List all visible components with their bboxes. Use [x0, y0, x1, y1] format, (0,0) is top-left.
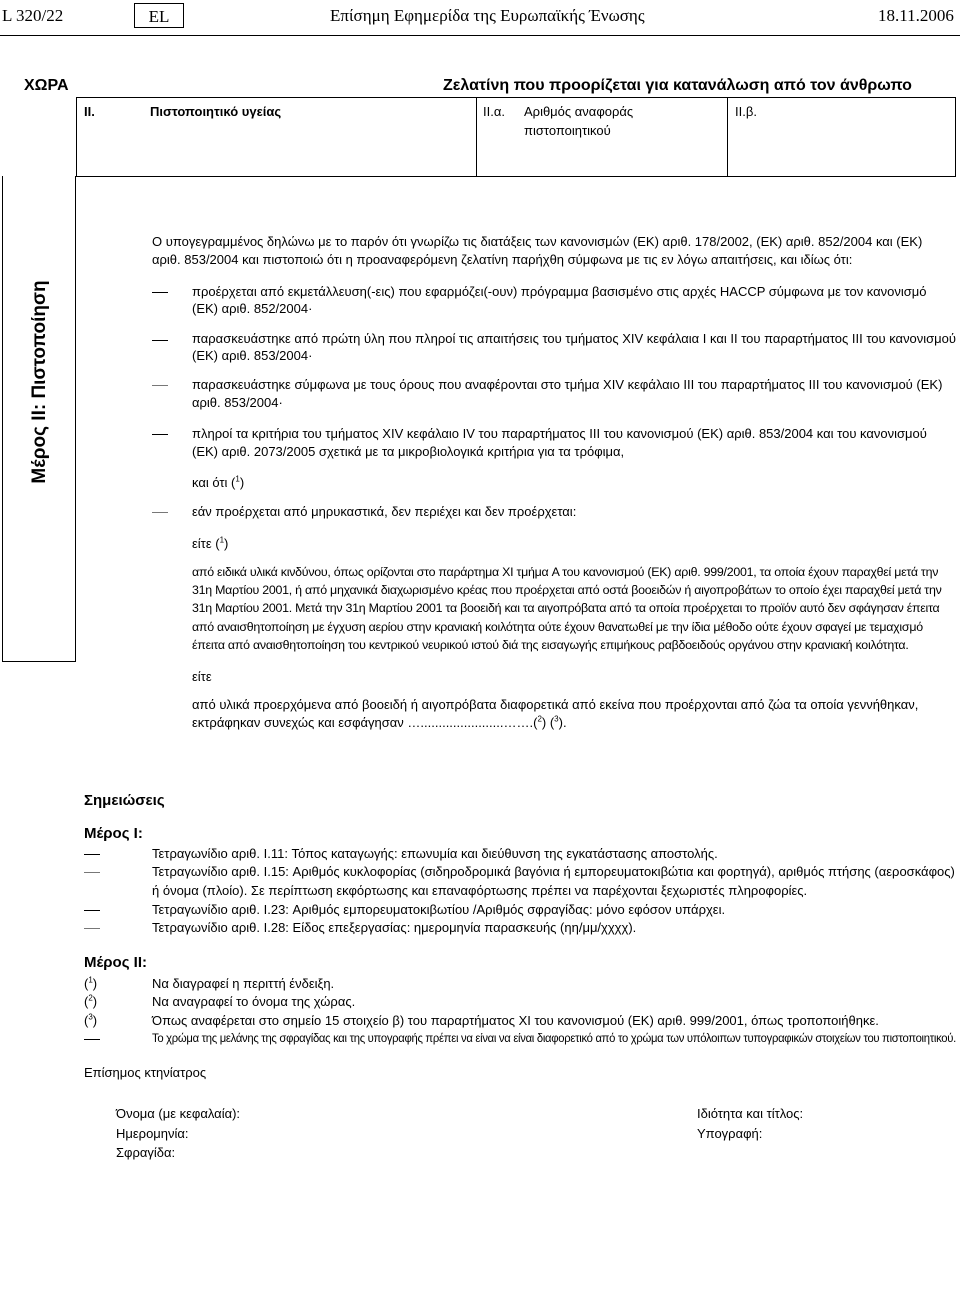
para1-line-4: από αναισθητοποίηση με έγχυση αερίου στην κρανιακή κοιλότητα ούτε έχουν θανατωθεί με την ίδια μέθοδο ούτε έχουν σφαγεί με τεμαχισμό: [192, 620, 923, 634]
either-line-2: είτε: [192, 669, 212, 684]
item-2-line-2: (ΕΚ) αριθ. 853/2004·: [192, 348, 313, 363]
product-title: Ζελατίνη που προορίζεται για κατανάλωση από τον άνθρωπο: [443, 77, 912, 94]
health-certificate-label: Πιστοποιητικό υγείας: [150, 104, 282, 119]
name-field-label: Όνομα (με κεφαλαία):: [116, 1106, 241, 1121]
bullet-dash-3: [152, 385, 168, 386]
para1-line-5: έπειτα από αναισθητοποίηση του κεντρικού νευρικού ιστού διά της εισαγωγής επιμήκους ραβδοειδούς οργάνου στην κρανιακή κοιλότητα.: [192, 638, 909, 652]
reference-number-label-1: Αριθμός αναφοράς: [524, 104, 634, 119]
and-that-line: και ότι ($^1$): [192, 474, 245, 490]
note-dash-1: [84, 854, 100, 855]
either-line-1: είτε ($^1$): [192, 535, 229, 551]
stamp-field-label: Σφραγίδα:: [116, 1145, 176, 1160]
bullet-dash-5: [152, 512, 168, 513]
note-dash-3: [84, 910, 100, 911]
journal-title: Επίσημη Εφημερίδα της Ευρωπαϊκής Ένωσης: [330, 6, 645, 25]
intro-line-2: αριθ. 853/2004 και πιστοποιώ ότι η προαναφερόμενη ζελατίνη παρήχθη σύμφωνα με τις εν λόγω απαιτήσεις, και ιδίως ότι:: [152, 252, 853, 267]
date-field-label: Ημερομηνία:: [116, 1126, 189, 1141]
bullet-dash-2: [152, 340, 168, 341]
language-box: [134, 3, 184, 28]
page-reference: L 320/22: [2, 6, 64, 25]
country-label: ΧΩΡΑ: [24, 77, 69, 94]
certificate-subsection-code: II.β.: [735, 104, 757, 119]
note-part2-item-3: Όπως αναφέρεται στο σημείο 15 στοιχείο β) του παραρτήματος XI του κανονισμού (ΕΚ) αριθ. 999/2001, όπως τροποποιήθηκε.: [152, 1013, 879, 1028]
item-3-line-1: παρασκευάστηκε σύμφωνα με τους όρους που αναφέρονται στο τμήμα XIV κεφάλαιο III του παραρτήματος III του κανονισμού (ΕΚ): [192, 377, 943, 392]
header-rule: [0, 35, 960, 36]
note-dash-2: [84, 872, 100, 873]
para2-line-1: από υλικά προερχόμενα από βοοειδή ή αιγοπρόβατα διαφορετικά από εκείνα που προέρχονται από ζώα τα οποία γεννήθηκαν,: [192, 697, 919, 712]
note-part2-item-1: Να διαγραφεί η περιττή ένδειξη.: [152, 976, 335, 991]
reference-number-code: II.α.: [483, 104, 505, 119]
row-divider-1: [476, 97, 477, 177]
para1-line-2: 31η Μαρτίου 2001, ή από μηχανικά διαχωρισμένο κρέας που προέρχεται από οστά βοοειδών ή αιγοπροβάτων το οποίο έχει παραχθεί μετά την: [192, 583, 942, 597]
note-dash-5: [84, 1039, 100, 1040]
note-part1-item-1: Τετραγωνίδιο αριθ. I.11: Τόπος καταγωγής: επωνυμία και διεύθυνση της εγκατάστασης αποστολής.: [152, 846, 718, 861]
notes-part1-title: Μέρος I:: [84, 825, 143, 842]
capacity-field-label: Ιδιότητα και τίτλος:: [697, 1106, 804, 1121]
item-3-line-2: αριθ. 853/2004·: [192, 395, 283, 410]
item-1-line-1: προέρχεται από εκμετάλλευση(-εις) που εφαρμόζει(-ουν) πρόγραμμα βασισμένο στις αρχές HACCP σύμφωνα με τον κανονισμό: [192, 284, 927, 299]
publication-date: 18.11.2006: [878, 6, 954, 25]
item-5-line: εάν προέρχεται από μηρυκαστικά, δεν περιέχει και δεν προέρχεται:: [192, 504, 577, 519]
certification-sidebar-title: Μέρος II: Πιστοποίηση: [29, 280, 50, 484]
note-part1-item-3: Τετραγωνίδιο αριθ. I.23: Αριθμός εμπορευματοκιβωτίου /Αριθμός σφραγίδας: μόνο εφόσον υπάρχει.: [152, 902, 726, 917]
para2-line-2: εκτράφηκαν συνεχώς και εσφάγησαν ….......................…….($^2$) ($^3$).: [192, 714, 567, 730]
bullet-dash-4: [152, 434, 168, 435]
item-2-line-1: παρασκευάστηκε από πρώτη ύλη που πληροί τις απαιτήσεις του τμήματος XIV κεφάλαια I και II του παραρτήματος III του κανονισμού: [192, 331, 957, 346]
signature-field-label: Υπογραφή:: [697, 1126, 763, 1141]
para1-line-1: από ειδικά υλικά κινδύνου, όπως ορίζονται στο παράρτημα XI τμήμα A του κανονισμού (ΕΚ) αριθ. 999/2001, τα οποία έχουν παραχθεί μετά την: [192, 565, 939, 579]
intro-line-1: Ο υπογεγραμμένος δηλώνω με το παρόν ότι γνωρίζω τις διατάξεις των κανονισμών (ΕΚ) αριθ. 178/2002, (ΕΚ) αριθ. 852/2004 και (ΕΚ): [152, 234, 923, 249]
note-part2-item-2: Να αναγραφεί το όνομα της χώρας.: [152, 994, 356, 1009]
official-vet-label: Επίσημος κτηνίατρος: [84, 1065, 207, 1080]
item-1-line-2: (ΕΚ) αριθ. 852/2004·: [192, 301, 313, 316]
note-part1-item-2-cont: ή όνομα (πλοίο). Σε περίπτωση εκφόρτωσης και επαναφόρτωσης πρέπει να παρέχονται ξεχωριστές πληροφορίες.: [152, 883, 808, 898]
para1-line-3: 31η Μαρτίου 2001. Μετά την 31η Μαρτίου 2001 τα βοοειδή και τα αιγοπρόβατα από τα οποία προέρχεται το προϊόν αυτό δεν σφάγησαν έπειτα: [192, 601, 940, 615]
item-4-line-2: (ΕΚ) αριθ. 2073/2005 σχετικά με τα μικροβιολογικά κριτήρια για τα τρόφιμα,: [192, 444, 625, 459]
notes-part2-title: Μέρος II:: [84, 954, 148, 971]
note-ref-3: ($^3$): [84, 1012, 98, 1028]
note-part1-item-4: Τετραγωνίδιο αριθ. I.28: Είδος επεξεργασίας: ημερομηνία παρασκευής (ηη/μμ/χχχχ).: [152, 920, 637, 935]
note-dash-4: [84, 928, 100, 929]
notes-title: Σημειώσεις: [84, 792, 165, 809]
note-ref-2: ($^2$): [84, 993, 98, 1009]
note-ref-1: ($^1$): [84, 975, 98, 991]
bullet-dash-1: [152, 292, 168, 293]
reference-number-label-2: πιστοποιητικού: [524, 123, 611, 138]
item-4-line-1: πληροί τα κριτήρια του τμήματος XIV κεφάλαιο IV του παραρτήματος III του κανονισμού (ΕΚ) αριθ. 853/2004 και του κανονισμού: [192, 426, 927, 441]
row-divider-2: [727, 97, 728, 177]
note-part2-item-4: Το χρώμα της μελάνης της σφραγίδας και της υπογραφής πρέπει να είναι να είναι διαφορετικό από το χρώμα των υπόλοιπων τυπογραφικών στοιχείων του πιστοποιητικού.: [152, 1032, 956, 1045]
section-number: II.: [84, 104, 95, 119]
note-part1-item-2: Τετραγωνίδιο αριθ. I.15: Αριθμός κυκλοφορίας (σιδηροδρομικά βαγόνια ή εμπορευματοκιβώτια και φορτηγά), αριθμός πτήσης (αεροσκάφος): [152, 864, 955, 879]
language-code: EL: [148, 7, 170, 26]
